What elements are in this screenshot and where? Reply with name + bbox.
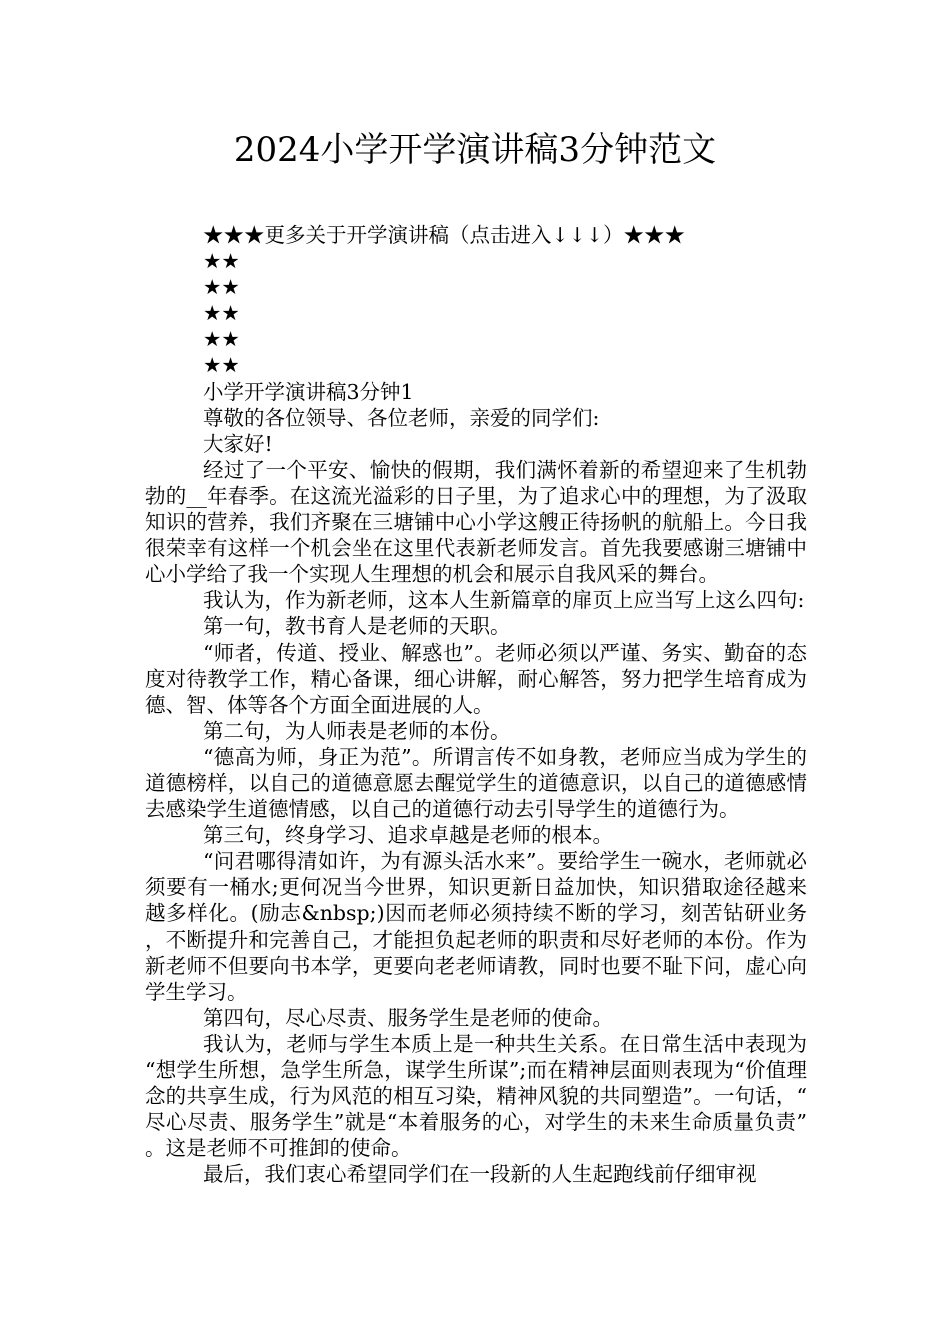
paragraph: 最后，我们衷心希望同学们在一段新的人生起跑线前仔细审视: [203, 1162, 757, 1187]
paragraph: 第三句，终身学习、追求卓越是老师的根本。: [203, 823, 613, 848]
star-row: ★★: [203, 353, 240, 378]
more-speeches-link[interactable]: ★★★更多关于开学演讲稿（点击进入↓↓↓）★★★: [203, 223, 686, 247]
section-heading: 小学开学演讲稿3分钟1: [203, 379, 414, 404]
paragraph: “师者，传道、授业、解惑也”。老师必须以严谨、务实、勤奋的态度对待教学工作，精心备课，细心讲解，耐心解答，努力把学生培育成为德、智、体等各个方面全面进展的人。: [145, 640, 807, 717]
paragraph: 第一句，教书育人是老师的天职。: [203, 614, 511, 639]
paragraph: “德高为师，身正为范”。所谓言传不如身教，老师应当成为学生的道德榜样，以自己的道德意愿去醒觉学生的道德意识，以自己的道德感情去感染学生道德情感，以自己的道德行动去引导学生的道德行为。: [145, 744, 807, 822]
document-body: [145, 222, 807, 1187]
paragraph: “问君哪得清如许，为有源头活水来”。要给学生一碗水，老师就必须要有一桶水;更何况当今世界，知识更新日益加快，知识猎取途径越来越多样化。(励志&nbsp;)因而老师必须持续不断的学习，刻苦钻研业务，不断提升和完善自己，才能担负起老师的职责和尽好老师的本份。作为新老师不但要向书本学，更要向老老师请教，同时也要不耻下问，虚心向学生学习。: [145, 849, 807, 1004]
document-title: 2024小学开学演讲稿3分钟范文: [233, 130, 717, 170]
hello: 大家好!: [203, 431, 273, 456]
paragraph: 第二句，为人师表是老师的本份。: [203, 718, 511, 743]
paragraph: 我认为，老师与学生本质上是一种共生关系。在日常生活中表现为“想学生所想，急学生所急，谋学生所谋”;而在精神层面则表现为“价值理念的共享生成，行为风范的相互习染，精神风貌的共同塑造”。一句话，“尽心尽责、服务学生”就是“本着服务的心，对学生的未来生命质量负责”。这是老师不可推卸的使命。: [145, 1031, 807, 1161]
paragraph: 经过了一个平安、愉快的假期，我们满怀着新的希望迎来了生机勃勃的__年春季。在这流光溢彩的日子里，为了追求心中的理想，为了汲取知识的营养，我们齐聚在三塘铺中心小学这艘正待扬帆的航船上。今日我很荣幸有这样一个机会坐在这里代表新老师发言。首先我要感谢三塘铺中心小学给了我一个实现人生理想的机会和展示自我风采的舞台。: [145, 457, 807, 587]
paragraph: 我认为，作为新老师，这本人生新篇章的扉页上应当写上这么四句:: [203, 588, 805, 613]
star-row: ★★: [203, 327, 240, 352]
star-row: ★★: [203, 249, 240, 274]
star-row: ★★: [203, 275, 240, 300]
star-row: ★★: [203, 301, 240, 326]
greeting: 尊敬的各位领导、各位老师，亲爱的同学们:: [203, 405, 600, 430]
paragraph: 第四句，尽心尽责、服务学生是老师的使命。: [203, 1005, 613, 1030]
